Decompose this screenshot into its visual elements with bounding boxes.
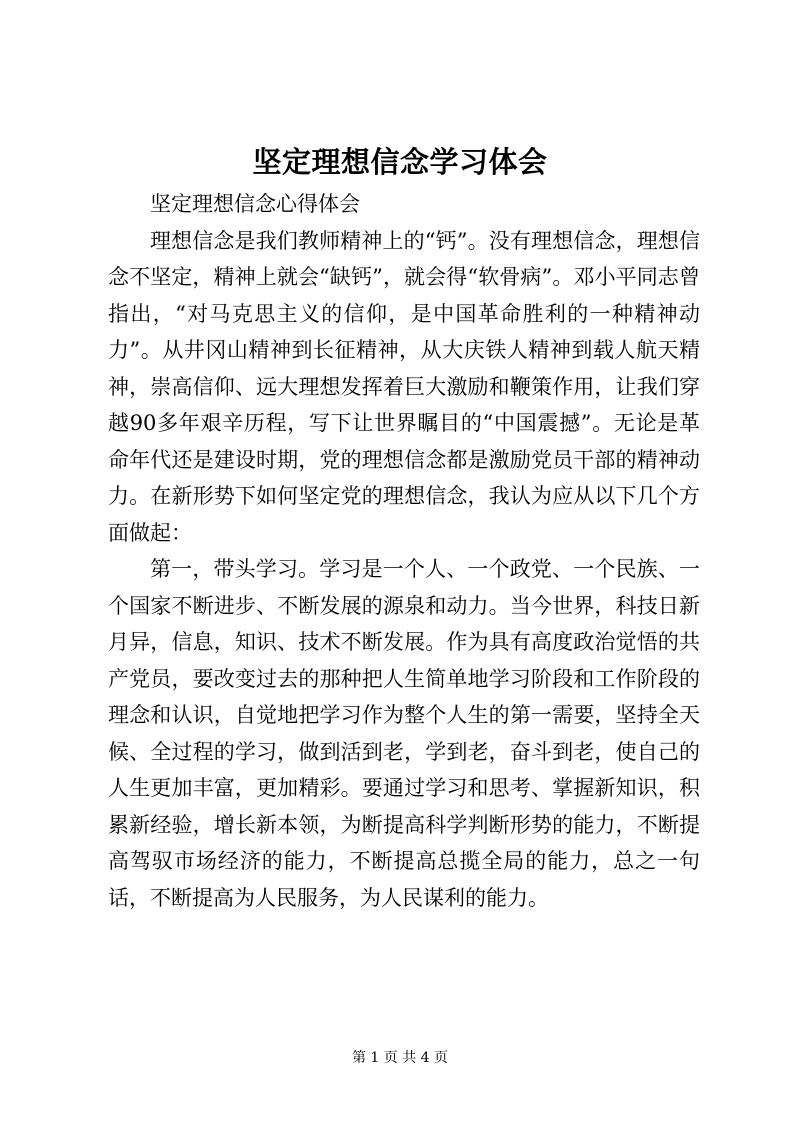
subtitle-line: 坚定理想信念心得体会 [150, 192, 360, 216]
page-footer: 第 1 页 共 4 页 [351, 1050, 449, 1066]
paragraph-1: 理想信念是我们教师精神上的“钙”。没有理想信念，理想信念不坚定，精神上就会“缺钙”，就会得“软骨病”。邓小平同志曾指出，“对马克思主义的信仰，是中国革命胜利的一种精神动力”。从井冈山精神到长征精神，从大庆铁人精神到载人航天精神，崇高信仰、远大理想发挥着巨大激励和鞭策作用，让我们穿越90多年艰辛历程，写下让世界瞩目的“中国震撼”。无论是革命年代还是建设时期，党的理想信念都是激励党员干部的精神动力。在新形势下如何坚定党的理想信念，我认为应从以下几个方面做起： [108, 228, 700, 545]
paragraph-2: 第一，带头学习。学习是一个人、一个政党、一个民族、一个国家不断进步、不断发展的源泉和动力。当今世界，科技日新月异，信息，知识、技术不断发展。作为具有高度政治觉悟的共产党员，要改变过去的那种把人生简单地学习阶段和工作阶段的理念和认识，自觉地把学习作为整个人生的第一需要，坚持全天候、全过程的学习，做到活到老，学到老，奋斗到老，使自己的人生更加丰富，更加精彩。要通过学习和思考、掌握新知识，积累新经验，增长新本领，为断提高科学判断形势的能力，不断提高驾驭市场经济的能力，不断提高总揽全局的能力，总之一句话，不断提高为人民服务，为人民谋利的能力。 [108, 557, 700, 910]
document-body [108, 186, 700, 916]
document-title: 坚定理想信念学习体会 [252, 145, 548, 179]
